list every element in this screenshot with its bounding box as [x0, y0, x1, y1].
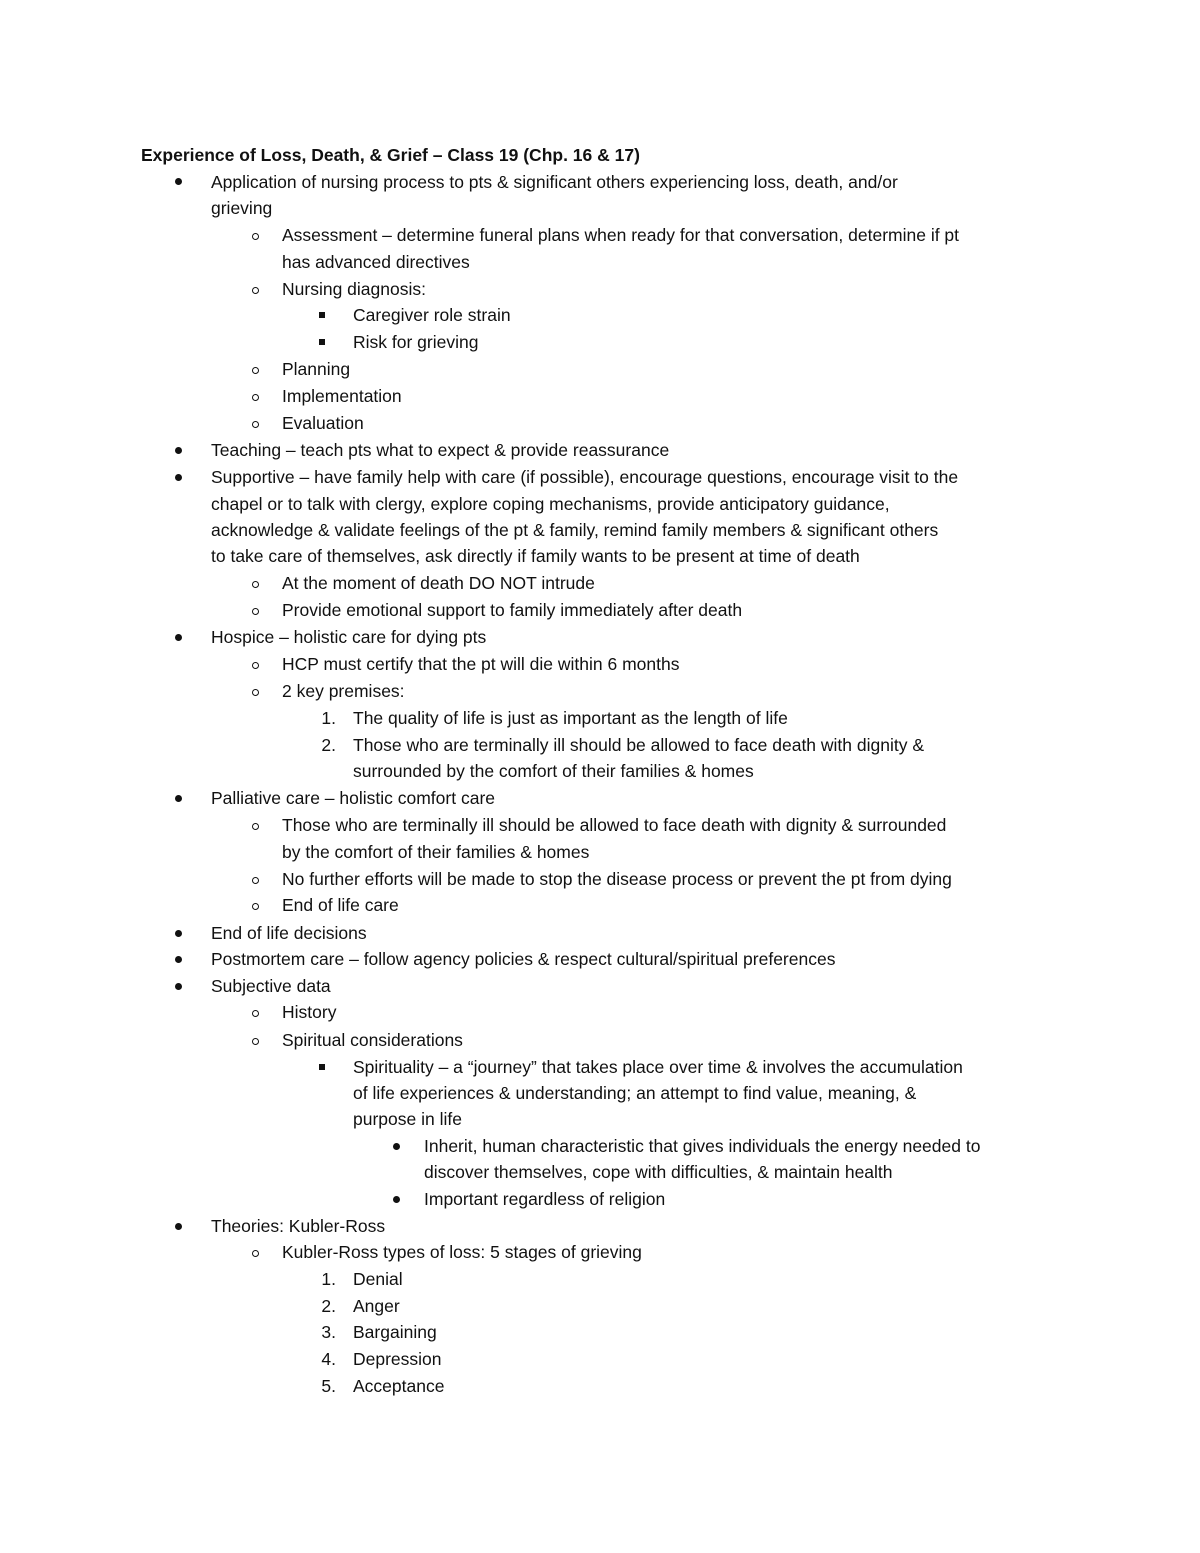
list-item: At the moment of death DO NOT intrude [282, 573, 595, 593]
bullet-icon [175, 178, 182, 185]
bullet-icon [175, 930, 182, 937]
list-item: Planning [282, 359, 351, 379]
list-item: Caregiver role strain [353, 305, 511, 325]
list-number: 1. [321, 708, 336, 728]
list-item: Denial [353, 1269, 403, 1289]
list-item-continuation: by the comfort of their families & homes [282, 842, 590, 862]
list-item: Implementation [282, 386, 402, 406]
list-item: Inherit, human characteristic that gives individuals the energy needed to [424, 1136, 981, 1156]
list-item: Bargaining [353, 1322, 437, 1342]
list-item: History [282, 1002, 337, 1022]
list-item-continuation: chapel or to talk with clergy, explore coping mechanisms, provide anticipatory guidance, [211, 494, 890, 514]
bullet-icon [393, 1196, 400, 1203]
list-item: Anger [353, 1296, 400, 1316]
list-number: 2. [321, 1296, 336, 1316]
list-item: No further efforts will be made to stop the disease process or prevent the pt from dying [282, 869, 952, 889]
bullet-icon [175, 795, 182, 802]
circle-bullet-icon [252, 662, 259, 669]
list-item: Provide emotional support to family immediately after death [282, 600, 743, 620]
circle-bullet-icon [252, 1010, 259, 1017]
bullet-icon [175, 447, 182, 454]
list-item-continuation: purpose in life [353, 1109, 462, 1129]
circle-bullet-icon [252, 1250, 259, 1257]
list-item: Theories: Kubler-Ross [211, 1216, 386, 1236]
list-item-continuation: acknowledge & validate feelings of the pt & family, remind family members & significant others [211, 520, 939, 540]
square-bullet-icon [319, 339, 325, 345]
list-item-continuation: grieving [211, 198, 273, 218]
list-item: Postmortem care – follow agency policies & respect cultural/spiritual preferences [211, 949, 836, 969]
circle-bullet-icon [252, 903, 259, 910]
circle-bullet-icon [252, 421, 259, 428]
bullet-icon [393, 1143, 400, 1150]
list-item: Those who are terminally ill should be allowed to face death with dignity & [353, 735, 925, 755]
circle-bullet-icon [252, 367, 259, 374]
list-number: 4. [321, 1349, 336, 1369]
circle-bullet-icon [252, 233, 259, 240]
list-item: Depression [353, 1349, 442, 1369]
list-item-continuation: surrounded by the comfort of their families & homes [353, 761, 754, 781]
list-item: Spiritual considerations [282, 1030, 463, 1050]
list-number: 5. [321, 1376, 336, 1396]
list-item: Subjective data [211, 976, 331, 996]
list-number: 2. [321, 735, 336, 755]
list-item: Application of nursing process to pts & significant others experiencing loss, death, and/or [211, 172, 898, 192]
list-item: Important regardless of religion [424, 1189, 666, 1209]
list-number: 3. [321, 1322, 336, 1342]
circle-bullet-icon [252, 823, 259, 830]
circle-bullet-icon [252, 877, 259, 884]
list-item-continuation: of life experiences & understanding; an attempt to find value, meaning, & [353, 1083, 917, 1103]
list-item-continuation: discover themselves, cope with difficulties, & maintain health [424, 1162, 893, 1182]
list-number: 1. [321, 1269, 336, 1289]
circle-bullet-icon [252, 608, 259, 615]
bullet-icon [175, 474, 182, 481]
list-item: Risk for grieving [353, 332, 479, 352]
square-bullet-icon [319, 312, 325, 318]
circle-bullet-icon [252, 1038, 259, 1045]
list-item-continuation: to take care of themselves, ask directly if family wants to be present at time of death [211, 546, 860, 566]
list-item: Those who are terminally ill should be allowed to face death with dignity & surrounded [282, 815, 947, 835]
list-item: Teaching – teach pts what to expect & provide reassurance [211, 440, 670, 460]
circle-bullet-icon [252, 689, 259, 696]
list-item: Kubler-Ross types of loss: 5 stages of grieving [282, 1242, 642, 1262]
bullet-icon [175, 1223, 182, 1230]
list-item-continuation: has advanced directives [282, 252, 470, 272]
bullet-icon [175, 634, 182, 641]
list-item: End of life care [282, 895, 399, 915]
list-item: Palliative care – holistic comfort care [211, 788, 495, 808]
square-bullet-icon [319, 1064, 325, 1070]
list-item: HCP must certify that the pt will die within 6 months [282, 654, 680, 674]
list-item: Nursing diagnosis: [282, 279, 426, 299]
list-item: Hospice – holistic care for dying pts [211, 627, 487, 647]
circle-bullet-icon [252, 394, 259, 401]
list-item: 2 key premises: [282, 681, 405, 701]
list-item: Evaluation [282, 413, 364, 433]
list-item: Acceptance [353, 1376, 445, 1396]
circle-bullet-icon [252, 287, 259, 294]
list-item: End of life decisions [211, 923, 367, 943]
list-item: Assessment – determine funeral plans when ready for that conversation, determine if pt [282, 225, 960, 245]
list-item: Spirituality – a “journey” that takes place over time & involves the accumulation [353, 1057, 963, 1077]
page-title: Experience of Loss, Death, & Grief – Class 19 (Chp. 16 & 17) [141, 145, 640, 165]
list-item: Supportive – have family help with care (if possible), encourage questions, encourage visit to the [211, 467, 959, 487]
bullet-icon [175, 956, 182, 963]
list-item: The quality of life is just as important as the length of life [353, 708, 788, 728]
bullet-icon [175, 983, 182, 990]
circle-bullet-icon [252, 581, 259, 588]
